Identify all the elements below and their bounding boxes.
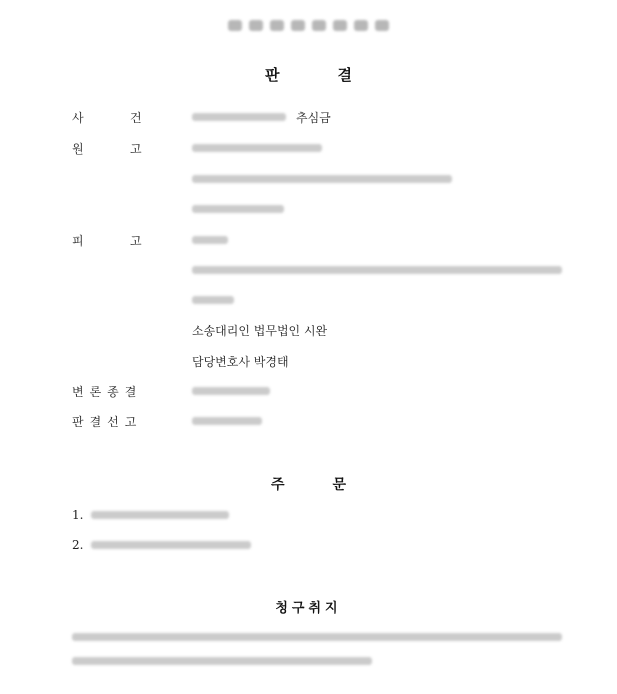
order-item-2: 2. <box>72 536 251 554</box>
case-number-redacted <box>192 113 286 121</box>
claim-line-2-redacted <box>72 654 372 668</box>
case-type: 추심금 <box>296 110 331 125</box>
counsel-firm: 소송대리인 법무법인 시완 <box>192 323 328 338</box>
defendant-address-redacted <box>192 261 562 279</box>
case-row: 사 건 추심금 <box>72 110 331 125</box>
defendant-name-redacted <box>192 236 228 244</box>
defendant-row: 피 고 <box>72 231 228 249</box>
plaintiff-address-redacted <box>192 170 452 188</box>
ruling-date-row: 판결선고 <box>72 412 262 430</box>
judgment-title: 판 결 <box>265 66 352 84</box>
defendant-address-cont-redacted <box>192 291 234 309</box>
ruling-date-redacted <box>192 417 262 425</box>
plaintiff-name-redacted <box>192 144 322 152</box>
plaintiff-rep-redacted <box>192 200 284 218</box>
counsel-lawyer: 담당변호사 박경태 <box>192 354 289 369</box>
court-name-redacted <box>0 20 617 31</box>
order-item-1-redacted <box>91 511 229 519</box>
claim-title: 청구취지 <box>275 601 342 616</box>
claim-line-1-redacted <box>72 630 562 644</box>
order-item-2-redacted <box>91 541 251 549</box>
order-title: 주 문 <box>270 477 347 493</box>
plaintiff-row: 원 고 <box>72 139 322 157</box>
closing-date-row: 변론종결 <box>72 382 270 400</box>
order-item-1: 1. <box>72 506 229 524</box>
closing-date-redacted <box>192 387 270 395</box>
